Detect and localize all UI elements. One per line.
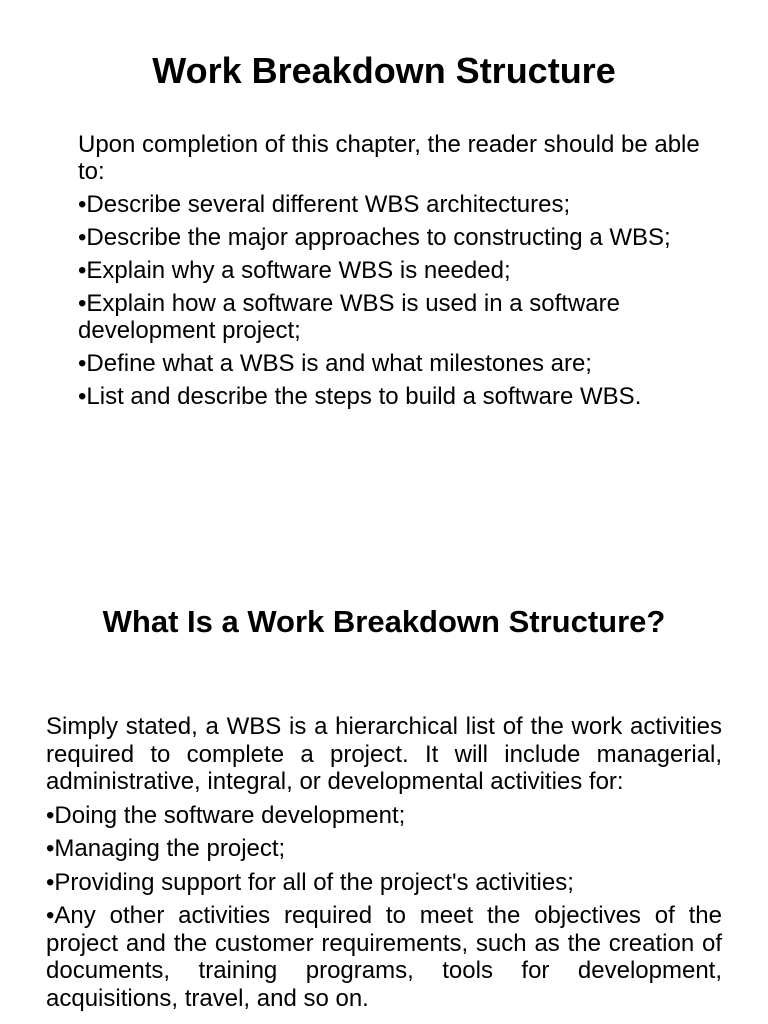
bullet-item: •Define what a WBS is and what milestones are; [78, 350, 592, 377]
bullet-item: •Any other activities required to meet the objectives of the project and the customer requirements, such as the creation of documents, training programs, tools for development, acquisitions, travel, and so on. [46, 902, 722, 1012]
slide-wbs-definition [0, 560, 768, 1024]
bullet-item: •Explain why a software WBS is needed; [78, 257, 511, 284]
bullet-item: •List and describe the steps to build a software WBS. [78, 383, 642, 410]
bullet-item: •Describe several different WBS architectures; [78, 191, 571, 218]
bullet-item: •Doing the software development; [46, 801, 406, 829]
slide-title: Work Breakdown Structure [152, 50, 616, 91]
bullet-item: •Managing the project; [46, 835, 286, 862]
bullet-item: •Describe the major approaches to constructing a WBS; [78, 224, 671, 251]
bullet-item: •Providing support for all of the project's activities; [46, 868, 574, 896]
bullet-item: •Explain how a software WBS is used in a software development project; [78, 290, 620, 344]
intro-paragraph: Upon completion of this chapter, the reader should be able to: [78, 131, 700, 185]
intro-paragraph: Simply stated, a WBS is a hierarchical list of the work activities required to complete a project. It will include managerial, administrative, integral, or developmental activities for: [46, 713, 722, 795]
slide-body [46, 713, 722, 1018]
slide-title: What Is a Work Breakdown Structure? [102, 604, 666, 639]
slide-body [78, 131, 718, 416]
